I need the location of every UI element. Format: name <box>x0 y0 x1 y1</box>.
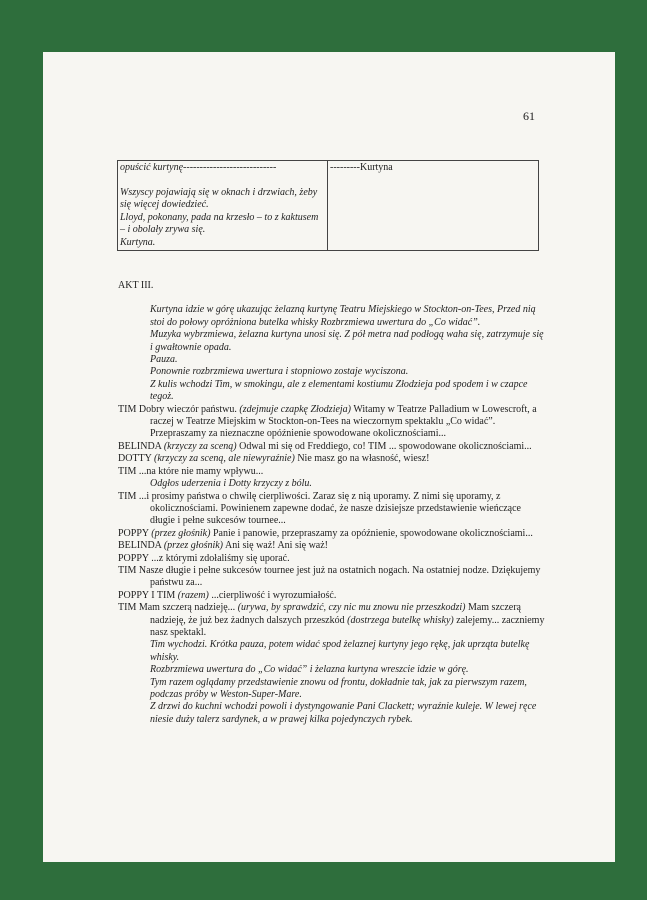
speaker: POPPY <box>118 552 149 564</box>
speaker: DOTTY <box>118 453 152 465</box>
body-text <box>118 280 548 726</box>
page-number: 61 <box>523 109 535 123</box>
table-left-cell <box>118 161 328 251</box>
act-heading: AKT III. <box>118 280 154 291</box>
table-left-line: Kurtyna. <box>120 236 156 248</box>
stage-direction: Pauza. <box>150 354 178 366</box>
comparison-table <box>117 160 539 251</box>
table-left-line: Wszyscy pojawiają się w oknach i drzwiach, żeby się więcej dowiedzieć. <box>120 186 318 210</box>
dialogue-line: POPPY ...z którymi zdołaliśmy się uporać. <box>118 552 290 564</box>
dialogue-line: POPPY I TIM (razem) ...cierpliwość i wyrozumiałość. <box>118 589 337 601</box>
stage-direction: Tym razem oglądamy przedstawienie znowu od frontu, dokładnie tak, jak za pierwszym razem, podczas próby w Weston-Super-Mare. <box>150 676 527 700</box>
speaker: BELINDA <box>118 540 162 552</box>
dialogue-line: TIM ...na które nie mamy wpływu... <box>118 465 264 477</box>
stage-direction: Z drzwi do kuchni wchodzi powoli i dystyngowanie Pani Clackett; wyraźnie kuleje. W lewej ręce niesie duży talerz sardynek, a w prawej kilka pojedynczych rybek. <box>150 701 537 725</box>
speaker: POPPY <box>118 527 149 539</box>
table-left-line: Lloyd, pokonany, pada na krzesło – to z kaktusem – i obolały zrywa się. <box>120 211 319 235</box>
stage-direction: Odgłos uderzenia i Dotty krzyczy z bólu. <box>150 478 312 490</box>
speaker: TIM <box>118 490 137 502</box>
stage-direction: Rozbrzmiewa uwertura do „Co widać” i żelazna kurtyna wreszcie idzie w górę. <box>150 664 469 676</box>
speaker: TIM <box>118 564 137 576</box>
dialogue-line: TIM Dobry wieczór państwu. (zdejmuje czapkę Złodzieja) Witamy w Teatrze Palladium w Lowescroft, a raczej w Teatrze Miejskim w Stockton-on-Tees na wieczornym spektaklu „Co widać”. Przepraszamy za nieznaczne opóźnienie spowodowane okolicznościami... <box>118 403 537 440</box>
document-page <box>43 52 615 862</box>
table-right-cell <box>328 161 539 251</box>
dialogue-line: BELINDA (krzyczy za sceną) Odwal mi się od Freddiego, co! TIM ... spowodowane okolicznościami... <box>118 440 532 452</box>
speaker: POPPY I TIM <box>118 589 176 601</box>
speaker: TIM <box>118 403 137 415</box>
stage-direction: Kurtyna idzie w górę ukazując żelazną kurtynę Teatru Miejskiego w Stockton-on-Tees, Przed nią stoi do połowy opróżniona butelka whisky Rozbrzmiewa uwertura do „Co widać”. <box>150 304 536 328</box>
dialogue-line: TIM Mam szczerą nadzieję... (urywa, by sprawdzić, czy nic mu znowu nie przeszkodzi) Mam szczerą nadzieję, że już bez żadnych dalszych przeszkód (dostrzega butelkę whisky) zalejemy... zaczniemy nasz spektakl. <box>118 602 545 638</box>
dialogue-line: BELINDA (przez głośnik) Ani się waż! Ani się waż! <box>118 540 328 552</box>
stage-direction: Tim wychodzi. Krótka pauza, potem widać spod żelaznej kurtyny jego rękę, jak uprząta butelkę whisky. <box>150 639 530 663</box>
stage-direction: Z kulis wchodzi Tim, w smokingu, ale z elementami kostiumu Złodzieja pod spodem i w czapce tegoż. <box>150 378 528 403</box>
table-left-line: opuścić kurtynę---------------------------- <box>120 162 277 173</box>
stage-direction: Muzyka wybrzmiewa, żelazna kurtyna unosi się. Z pół metra nad podłogą waha się, zatrzymuje się i gwałtownie opada. <box>150 329 544 353</box>
dialogue-line: DOTTY (krzyczy za sceną, ale niewyraźnie) Nie masz go na własność, wiesz! <box>118 453 430 465</box>
speaker: TIM <box>118 465 137 477</box>
dialogue-line: TIM Nasze długie i pełne sukcesów tournee jest już na ostatnich nogach. Na ostatniej nodze. Dziękujemy państwu za... <box>118 564 541 589</box>
speaker: TIM <box>118 602 137 614</box>
dialogue-line: TIM ...i prosimy państwa o chwilę cierpliwości. Zaraz się z nią uporamy. Z nimi się uporamy, z okolicznościami. Powinienem zapewne dodać, że nasze dzisiejsze przedstawienie wieńczące długie i pełne sukcesów tournee... <box>118 490 521 527</box>
speaker: BELINDA <box>118 440 162 452</box>
dialogue-line: POPPY (przez głośnik) Panie i panowie, przepraszamy za opóźnienie, spowodowane okolicznościami... <box>118 527 533 539</box>
table-right-line: ---------Kurtyna <box>330 162 393 173</box>
stage-direction: Ponownie rozbrzmiewa uwertura i stopniowo zostaje wyciszona. <box>150 366 409 378</box>
